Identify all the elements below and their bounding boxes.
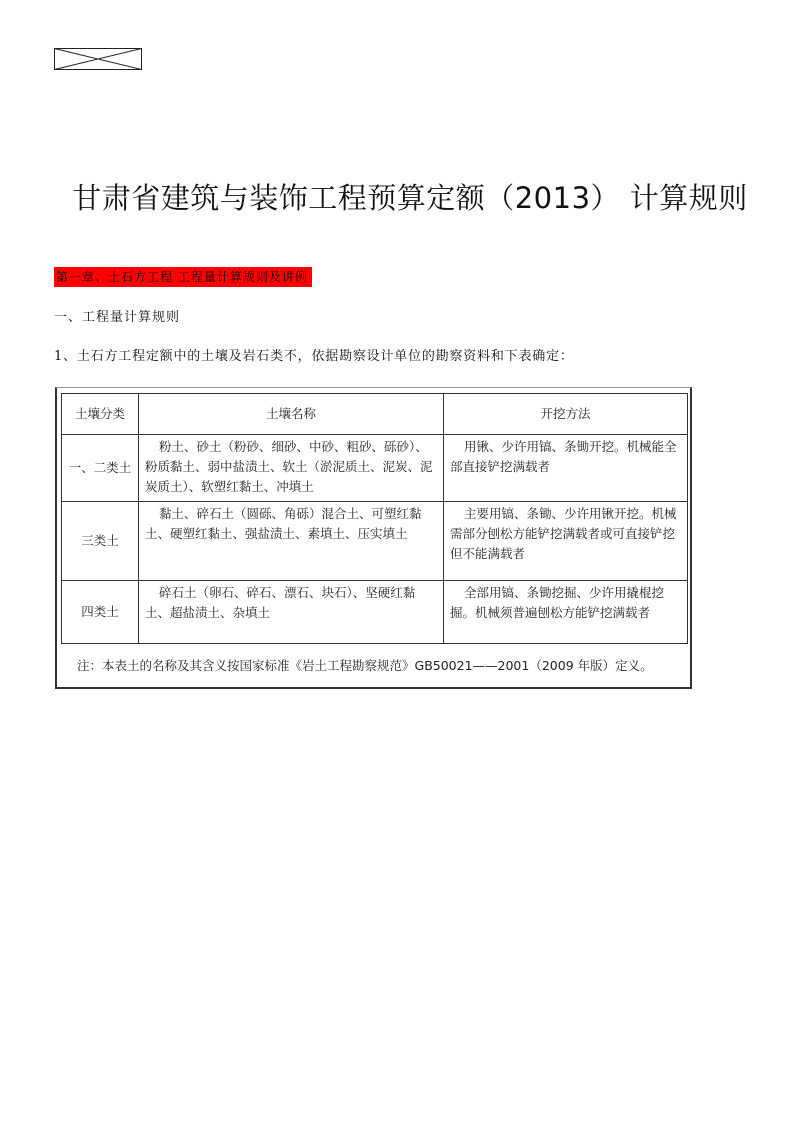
header-soil-category: 土壤分类: [62, 394, 139, 435]
chapter-heading: 第一章、土石方工程 工程量计算规则及讲例: [54, 267, 312, 287]
header-excavation-method: 开挖方法: [444, 394, 688, 435]
document-title: 甘肃省建筑与装饰工程预算定额（2013） 计算规则: [72, 181, 748, 215]
table-row: [62, 581, 688, 644]
table-header-row: [62, 394, 688, 435]
table-note: 注：本表土的名称及其含义按国家标准《岩土工程勘察规范》GB50021——2001（2009 年版）定义。: [77, 658, 653, 673]
cell-soil-name: 黏土、碎石土（圆砾、角砾）混合土、可塑红黏土、硬塑红黏土、强盐渍土、素填土、压实填土: [139, 502, 444, 581]
rule-paragraph: 1、土石方工程定额中的土壤及岩石类不，依据勘察设计单位的勘察资料和下表确定：: [54, 349, 574, 364]
image-placeholder-icon: [54, 48, 142, 70]
table-row: [62, 502, 688, 581]
cell-soil-name: 粉土、砂土（粉砂、细砂、中砂、粗砂、砾砂）、粉质黏土、弱中盐渍土、软土（淤泥质土、泥炭、泥炭质土）、软塑红黏土、冲填土: [139, 435, 444, 502]
cell-soil-name: 碎石土（卵石、碎石、漂石、块石）、坚硬红黏土、超盐渍土、杂填土: [139, 581, 444, 644]
cell-method: 主要用镐、条锄、少许用锹开挖。机械需部分刨松方能铲挖满载者或可直接铲挖但不能满载者: [444, 502, 688, 581]
cell-method: 用锹、少许用镐、条锄开挖。机械能全部直接铲挖满载者: [444, 435, 688, 502]
cell-category: 四类土: [62, 581, 139, 644]
cell-method: 全部用镐、条锄挖掘、少许用撬棍挖掘。机械须普遍刨松方能铲挖满载者: [444, 581, 688, 644]
soil-classification-table: [61, 393, 688, 644]
header-soil-name: 土壤名称: [139, 394, 444, 435]
cell-category: 一、二类土: [62, 435, 139, 502]
section-heading: 一、工程量计算规则: [54, 310, 181, 325]
soil-classification-table-frame: [55, 387, 692, 689]
table-row: [62, 435, 688, 502]
cell-category: 三类土: [62, 502, 139, 581]
